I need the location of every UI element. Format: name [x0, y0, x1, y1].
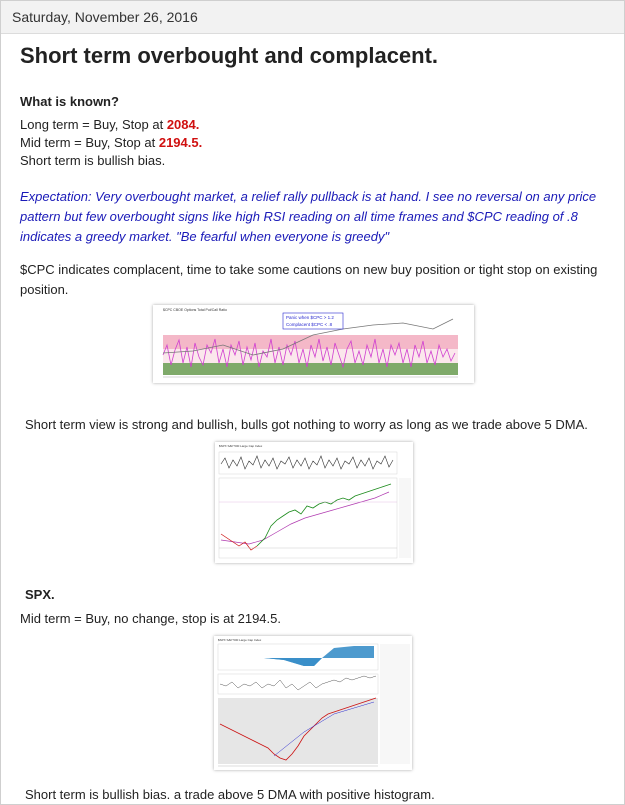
- short-term-chart-image[interactable]: [215, 442, 413, 563]
- long-term-label: Long term = Buy, Stop at: [20, 117, 167, 132]
- spx-y-axis: [380, 644, 410, 764]
- st-y-axis: [399, 478, 411, 558]
- cpc-chart-title: $CPC CBOE Options Total Put/Call Ratio: [163, 308, 227, 312]
- date-header: [1, 1, 624, 34]
- cpc-chart-image[interactable]: [153, 305, 474, 383]
- post-title[interactable]: Short term overbought and complacent.: [20, 43, 439, 68]
- spx-histogram-panel: [218, 674, 378, 694]
- spx-heading: SPX.: [25, 587, 55, 602]
- mid-term-line: [20, 134, 202, 151]
- cpc-chart: [153, 305, 474, 383]
- cpc-green-zone: [163, 363, 458, 375]
- st-indicator-panel: [219, 452, 397, 474]
- final-short-term-line: Short term is bullish bias. a trade above 5 DMA with positive histogram.: [25, 787, 435, 802]
- long-term-stop: 2084.: [166, 117, 200, 132]
- mid-term-label: Mid term = Buy, Stop at: [20, 135, 159, 150]
- st-chart-title: $SPX S&P 500 Large Cap Index: [219, 444, 263, 448]
- long-term-line: [20, 116, 199, 133]
- short-term-chart: [215, 442, 413, 563]
- short-term-line: Short term is bullish bias.: [20, 153, 166, 168]
- cpc-paragraph: $CPC indicates complacent, time to take some cautions on new buy position or tight stop on existing position.: [20, 262, 598, 297]
- post-date: Saturday, November 26, 2016: [12, 9, 198, 25]
- cpc-legend-panic: Panic when $CPC > 1.2: [286, 315, 334, 320]
- spx-chart: [214, 636, 412, 770]
- spx-mid-term-line: Mid term = Buy, no change, stop is at 2194.5.: [20, 611, 281, 626]
- what-is-known-heading: What is known?: [20, 94, 119, 109]
- cpc-legend-complacent: Complacent $CPC < .8: [286, 322, 333, 327]
- mid-term-stop: 2194.5.: [158, 135, 203, 150]
- st-price-panel: [219, 478, 397, 558]
- expectation-text: Expectation: Very overbought market, a relief rally pullback is at hand. I see no reversal on any price pattern but few overbought signs like high RSI reading on all time frames and $CPC reading of .8 indicates a greedy market. "Be fearful when everyone is greedy": [20, 189, 597, 244]
- short-term-view-text: Short term view is strong and bullish, bulls got nothing to worry as long as we trade above 5 DMA.: [25, 417, 588, 432]
- spx-chart-image[interactable]: [214, 636, 412, 770]
- spx-chart-title: $SPX S&P 500 Large Cap Index: [218, 638, 262, 642]
